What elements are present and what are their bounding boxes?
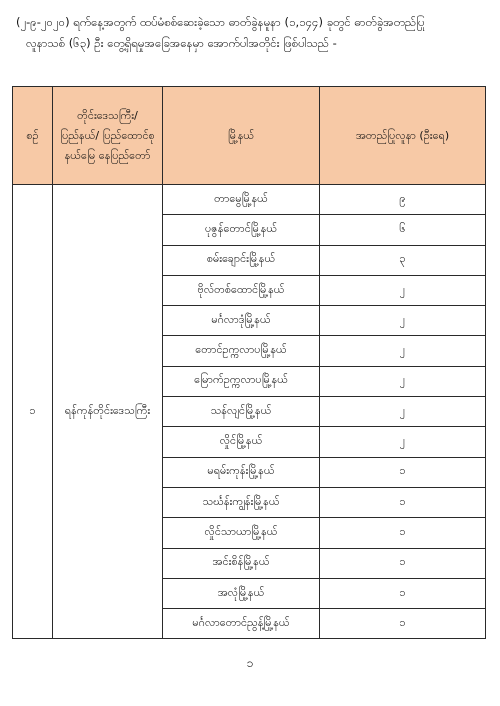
header-region: တိုင်းဒေသကြီး/ ပြည်နယ်/ ပြည်ထောင်စုနယ်မြေ နေပြည်တော် <box>53 87 163 185</box>
count-cell: ၂ <box>320 427 486 457</box>
township-cell: သန်လျင်မြို့နယ် <box>163 397 320 427</box>
township-cell: မြောက်ဥက္ကလာပမြို့နယ် <box>163 366 320 396</box>
table-row <box>13 185 486 215</box>
count-cell: ၂ <box>320 275 486 305</box>
count-cell: ၆ <box>320 215 486 245</box>
count-cell: ၂ <box>320 336 486 366</box>
table-body <box>13 185 486 639</box>
confirmed-cases-table <box>12 86 486 639</box>
count-cell: ၉ <box>320 185 486 215</box>
count-cell: ၃ <box>320 245 486 275</box>
count-cell: ၂ <box>320 366 486 396</box>
serial-cell: ၁ <box>13 185 53 639</box>
count-cell: ၁ <box>320 487 486 517</box>
township-cell: အင်းစိန်မြို့နယ် <box>163 548 320 578</box>
header-township: မြို့နယ် <box>163 87 320 185</box>
township-cell: ဗိုလ်တစ်ထောင်မြို့နယ် <box>163 275 320 305</box>
township-cell: မင်္ဂလာဒုံမြို့နယ် <box>163 306 320 336</box>
header-count: အတည်ပြုလူနာ (ဦးရေ) <box>320 87 486 185</box>
township-cell: လှိုင်မြို့နယ် <box>163 427 320 457</box>
region-cell: ရန်ကုန်တိုင်းဒေသကြီး <box>53 185 163 639</box>
intro-line-1: (၂-၉-၂၀၂၀) ရက်နေ့အတွက် ထပ်မံစစ်ဆေးခဲ့သော ဓာတ်ခွဲနမူနာ (၁,၁၄၄) ခုတွင် ဓာတ်ခွဲအတည်ပြု <box>16 15 425 29</box>
page-number: ၁ <box>246 656 254 670</box>
township-cell: တာမွေမြို့နယ် <box>163 185 320 215</box>
count-cell: ၁ <box>320 548 486 578</box>
header-serial: စဉ် <box>13 87 53 185</box>
township-cell: သင်္ဃန်းကျွန်းမြို့နယ် <box>163 487 320 517</box>
township-cell: မင်္ဂလာတောင်ညွန့်မြို့နယ် <box>163 609 320 639</box>
intro-paragraph <box>16 12 486 54</box>
count-cell: ၁ <box>320 578 486 608</box>
count-cell: ၁ <box>320 609 486 639</box>
township-cell: ပုဇွန်တောင်မြို့နယ် <box>163 215 320 245</box>
township-cell: အလုံမြို့နယ် <box>163 578 320 608</box>
count-cell: ၁ <box>320 457 486 487</box>
count-cell: ၂ <box>320 306 486 336</box>
table-header-row <box>13 87 486 185</box>
township-cell: စမ်းချောင်းမြို့နယ် <box>163 245 320 275</box>
township-cell: လှိုင်သာယာမြို့နယ် <box>163 518 320 548</box>
township-cell: တောင်ဥက္ကလာပမြို့နယ် <box>163 336 320 366</box>
count-cell: ၁ <box>320 518 486 548</box>
township-cell: မရမ်းကုန်းမြို့နယ် <box>163 457 320 487</box>
count-cell: ၂ <box>320 397 486 427</box>
intro-line-2: လူနာသစ် (၆၃) ဦး တွေ့ရှိရမှုအခြေအနေမှာ အောက်ပါအတိုင်း ဖြစ်ပါသည် - <box>26 36 337 50</box>
